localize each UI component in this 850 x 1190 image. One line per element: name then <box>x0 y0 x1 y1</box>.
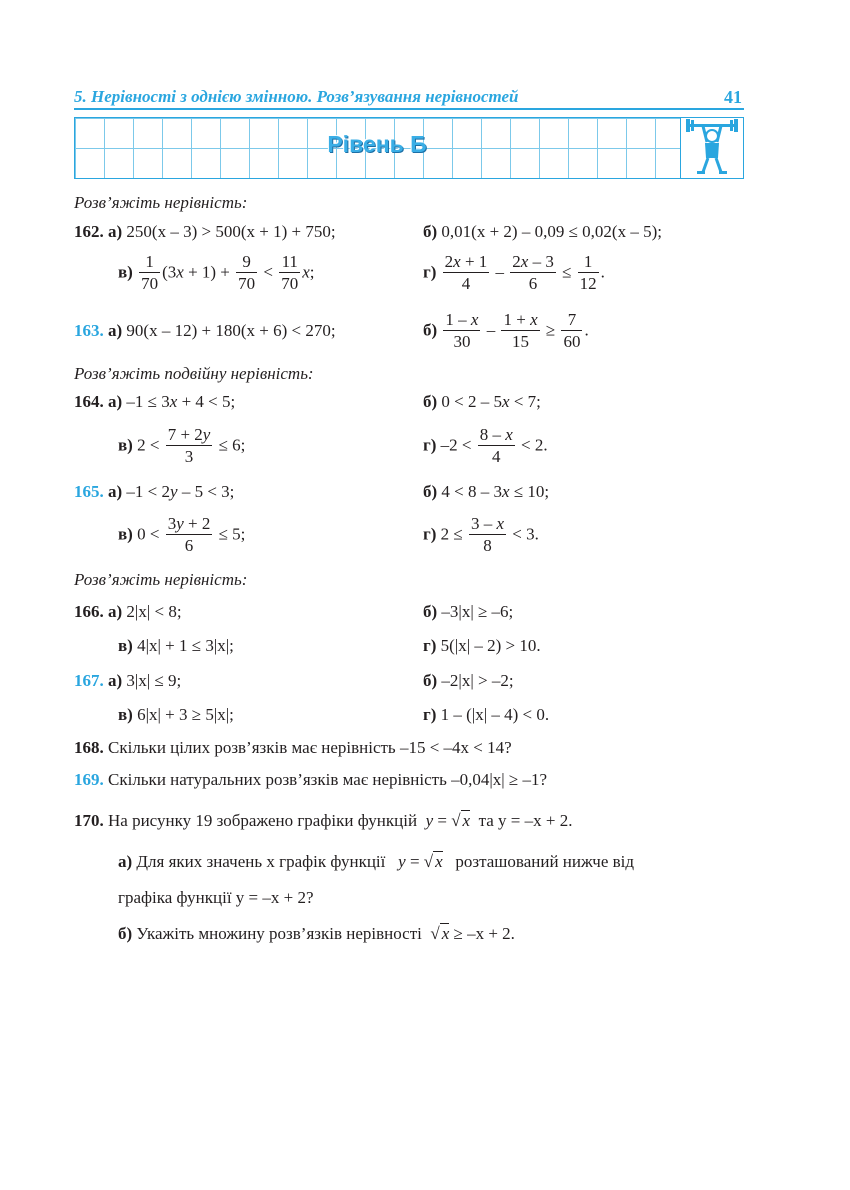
problem-166v <box>118 636 234 656</box>
item-label: б) <box>118 924 133 943</box>
fraction: $\frac{1}{70}$ <box>141 252 159 293</box>
fraction: $\frac{8 - x}{4}$ <box>479 425 513 466</box>
weightlifter-icon <box>680 117 744 179</box>
expression: 2|x| < 8; <box>126 602 182 621</box>
item-label: а) <box>108 602 123 621</box>
fraction: $\frac{2x - 3}{6}$ <box>512 252 554 293</box>
item-label: г) <box>423 705 437 724</box>
item-label: а) <box>108 321 123 340</box>
formula-sqrt: y = √ x <box>398 852 443 871</box>
expression: 1 – (|x| – 4) < 0. <box>440 705 550 724</box>
expression: 0,01(x + 2) – 0,09 ≤ 0,02(x – 5); <box>441 222 662 241</box>
problem-163a <box>74 321 336 341</box>
item-label: г) <box>423 636 437 655</box>
item-label: б) <box>423 392 438 411</box>
problem-163b: б) $\frac{1 - x}{30}$ – $\frac{1 + x}{15}$ ≥ $\frac{7}{60}$ . <box>423 310 589 351</box>
problem-number: 167. <box>74 671 104 690</box>
level-title: Рівень Б <box>327 131 427 157</box>
instruction-2: Розв’яжіть подвійну нерівність: <box>74 364 314 383</box>
fraction: $\frac{2x + 1}{4}$ <box>444 252 488 293</box>
formula-sqrt: y = √ x <box>425 811 471 830</box>
header-rule <box>74 108 744 110</box>
item-label: б) <box>423 222 438 241</box>
item-label: а) <box>118 852 133 871</box>
problem-text: та y = –x + 2. <box>478 811 573 830</box>
problem-text: Укажіть множину розв’язків нерівності <box>136 924 422 943</box>
problem-165g: г) 2 ≤ $\frac{3 - x}{8}$ < 3. <box>423 514 539 555</box>
problem-167b <box>423 671 514 691</box>
item-label: г) <box>423 262 437 282</box>
item-label: а) <box>108 392 123 411</box>
problem-text: На рисунку 19 зображено графіки функцій <box>108 811 418 830</box>
expression: 5(|x| – 2) > 10. <box>440 636 541 655</box>
problem-number: 170. <box>74 811 104 830</box>
problem-164g: г) –2 < $\frac{8 - x}{4}$ < 2. <box>423 425 548 466</box>
fraction: $\frac{3y + 2}{6}$ <box>167 514 211 555</box>
problem-170b <box>118 924 515 944</box>
problem-number: 165. <box>74 482 104 501</box>
problem-number: 169. <box>74 770 104 789</box>
problem-169 <box>74 770 547 790</box>
fraction: $\frac{7 + 2y}{3}$ <box>167 425 211 466</box>
expression: 6|x| + 3 ≥ 5|x|; <box>137 705 234 724</box>
problem-164b: б) 0 < 2 – 5x < 7; <box>423 392 541 411</box>
problem-164a: 164. а) –1 ≤ 3x + 4 < 5; <box>74 392 236 411</box>
problem-text: Скільки натуральних розв’язків має нерівність –0,04|x| ≥ –1? <box>108 770 548 789</box>
item-label: б) <box>423 320 438 340</box>
item-label: а) <box>108 222 123 241</box>
fraction: $\frac{7}{60}$ <box>563 310 581 351</box>
item-label: а) <box>108 671 123 690</box>
problem-162g: г) $\frac{2x + 1}{4}$ – $\frac{2x - 3}{6}$ ≤ $\frac{1}{12}$ . <box>423 252 605 293</box>
fraction: $\frac{9}{70}$ <box>238 252 256 293</box>
problem-167v <box>118 705 234 725</box>
problem-162b <box>423 222 662 242</box>
item-label: б) <box>423 602 438 621</box>
item-label: г) <box>423 435 437 455</box>
fraction: $\frac{3 - x}{8}$ <box>470 514 505 555</box>
problem-167g <box>423 705 549 725</box>
problem-170 <box>74 811 572 831</box>
problem-165b: б) 4 < 8 – 3x ≤ 10; <box>423 482 550 501</box>
item-label: в) <box>118 262 133 282</box>
fraction: $\frac{11}{70}$ <box>281 252 299 293</box>
problem-number: 164. <box>74 392 104 411</box>
expression: 250(x – 3) > 500(x + 1) + 750; <box>126 222 336 241</box>
formula-sqrt: √ x <box>426 924 450 943</box>
item-label: в) <box>118 435 133 455</box>
problem-number: 168. <box>74 738 104 757</box>
expression: –2|x| > –2; <box>441 671 514 690</box>
problem-text: графіка функції y = –x + 2? <box>118 888 314 907</box>
instruction-1: Розв’яжіть нерівність: <box>74 193 248 212</box>
problem-170a-line2 <box>118 888 314 908</box>
problem-170a <box>118 852 744 872</box>
item-label: в) <box>118 636 133 655</box>
problem-number: 166. <box>74 602 104 621</box>
problem-162a <box>74 222 336 242</box>
fraction: $\frac{1 - x}{30}$ <box>445 310 479 351</box>
section-title: 5. Нерівності з однією змінною. Розв’язування нерівностей <box>74 87 519 106</box>
item-label: б) <box>423 671 438 690</box>
fraction: $\frac{1 + x}{15}$ <box>503 310 538 351</box>
expression: 90(x – 12) + 180(x + 6) < 270; <box>126 321 336 340</box>
problem-166b <box>423 602 513 622</box>
fraction: $\frac{1}{12}$ <box>579 252 597 293</box>
problem-text: розташований нижче від <box>455 852 635 871</box>
problem-167a <box>74 671 181 691</box>
page-number: 41 <box>724 87 742 107</box>
problem-165v: в) 0 < $\frac{3y + 2}{6}$ ≤ 5; <box>118 514 246 555</box>
problem-168 <box>74 738 512 758</box>
item-label: в) <box>118 705 133 724</box>
item-label: в) <box>118 524 133 544</box>
problem-164v: в) 2 < $\frac{7 + 2y}{3}$ ≤ 6; <box>118 425 246 466</box>
instruction-3: Розв’яжіть нерівність: <box>74 570 248 589</box>
item-label: а) <box>108 482 123 501</box>
expression: 4|x| + 1 ≤ 3|x|; <box>137 636 234 655</box>
problem-165a: 165. а) –1 < 2y – 5 < 3; <box>74 482 235 501</box>
problem-166g <box>423 636 541 656</box>
expression: 3|x| ≤ 9; <box>126 671 182 690</box>
problem-number: 162. <box>74 222 104 241</box>
problem-text: Скільки цілих розв’язків має нерівність –15 < –4x < 14? <box>108 738 512 757</box>
problem-number: 163. <box>74 321 104 340</box>
item-label: б) <box>423 482 438 501</box>
problem-166a <box>74 602 182 622</box>
item-label: г) <box>423 524 437 544</box>
expression: –3|x| ≥ –6; <box>441 602 514 621</box>
problem-text: ≥ –x + 2. <box>453 924 515 943</box>
problem-162v: в) $\frac{1}{70}$ (3x + 1) + $\frac{9}{70}$ < $\frac{11}{70}$ x; <box>118 252 315 293</box>
problem-text: Для яких значень x графік функції <box>136 852 386 871</box>
